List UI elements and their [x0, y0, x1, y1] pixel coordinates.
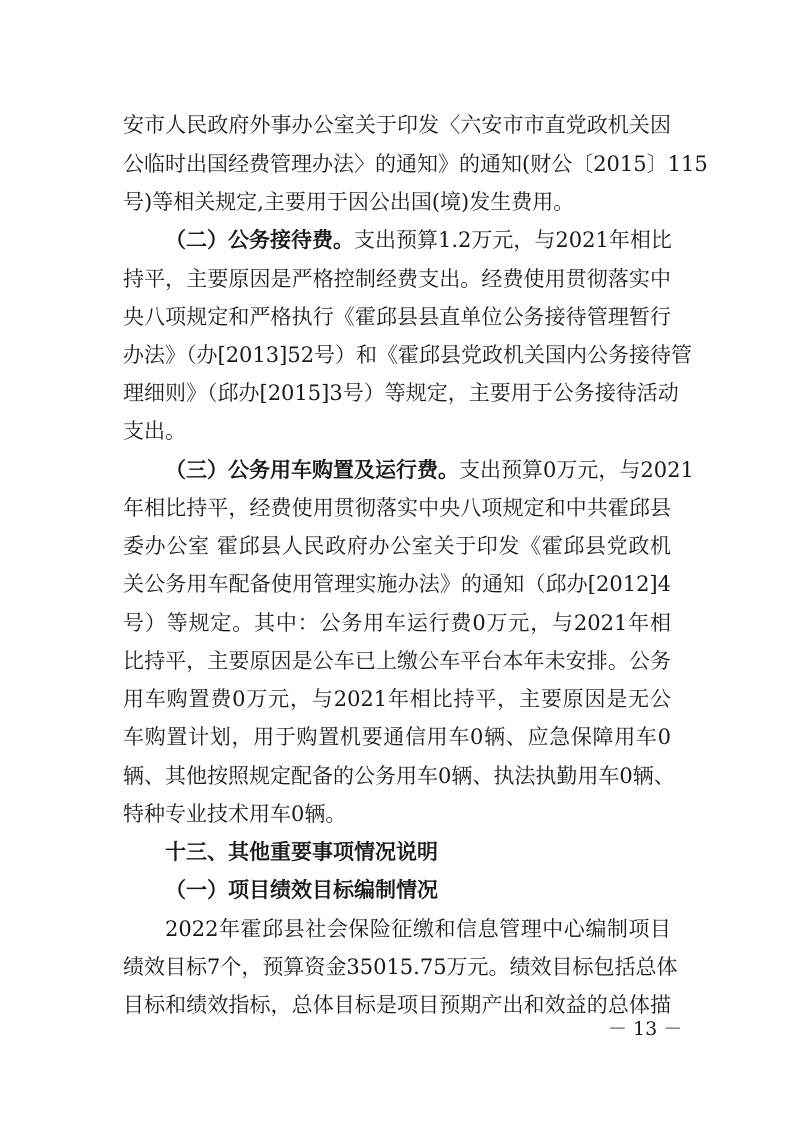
text-line: 特种专业技术用车0辆。	[123, 802, 347, 826]
paragraph-text: 支出预算1.2万元，与2021年相比	[354, 228, 672, 252]
text-line: 号）等规定。其中：公务用车运行费0万元，与2021年相	[123, 611, 671, 635]
text-line: 关公务用车配备使用管理实施办法》的通知（邱办[2012]4	[123, 572, 671, 596]
text-line: 车购置计划，用于购置机要通信用车0辆、应急保障用车0	[123, 725, 671, 749]
section-heading: 十三、其他重要事项情况说明	[165, 840, 438, 864]
text-line: 办法》（办[2013]52号）和《霍邱县党政机关国内公务接待管	[123, 343, 693, 367]
text-line: 央八项规定和严格执行《霍邱县县直单位公务接待管理暂行	[123, 305, 671, 329]
text-line: 辆、其他按照规定配备的公务用车0辆、执法执勤用车0辆、	[123, 764, 675, 788]
subsection-heading: （一）项目绩效目标编制情况	[165, 878, 438, 902]
text-line: 2022年霍邱县社会保险征缴和信息管理中心编制项目	[165, 917, 671, 941]
text-line: 目标和绩效指标，总体目标是项目预期产出和效益的总体描	[123, 993, 671, 1017]
page-number: － 13 －	[608, 1018, 683, 1040]
text-line: 持平，主要原因是严格控制经费支出。经费使用贯彻落实中	[123, 267, 671, 291]
text-line: 安市人民政府外事办公室关于印发〈六安市市直党政机关因	[123, 113, 671, 137]
text-line: 公临时出国经费管理办法〉的通知》的通知(财公〔2015〕115	[123, 152, 708, 176]
text-line: 比持平，主要原因是公车已上缴公车平台本年未安排。公务	[123, 649, 671, 673]
text-line: 号)等相关规定,主要用于因公出国(境)发生费用。	[123, 190, 575, 214]
paragraph-vehicle-costs	[165, 458, 694, 482]
paragraph-heading: （三）公务用车购置及运行费。	[165, 458, 459, 482]
text-line: 绩效目标7个，预算资金35015.75万元。绩效目标包括总体	[123, 955, 678, 979]
paragraph-text: 支出预算0万元，与2021	[459, 458, 694, 482]
text-line: 年相比持平，经费使用贯彻落实中央八项规定和中共霍邱县	[123, 496, 671, 520]
text-line: 理细则》（邱办[2015]3号）等规定，主要用于公务接待活动	[123, 381, 679, 405]
text-line: 支出。	[123, 419, 186, 443]
paragraph-heading: （二）公务接待费。	[165, 228, 354, 252]
text-line: 委办公室 霍邱县人民政府办公室关于印发《霍邱县党政机	[123, 534, 671, 558]
text-line: 用车购置费0万元，与2021年相比持平，主要原因是无公	[123, 687, 671, 711]
paragraph-official-reception	[165, 230, 671, 251]
